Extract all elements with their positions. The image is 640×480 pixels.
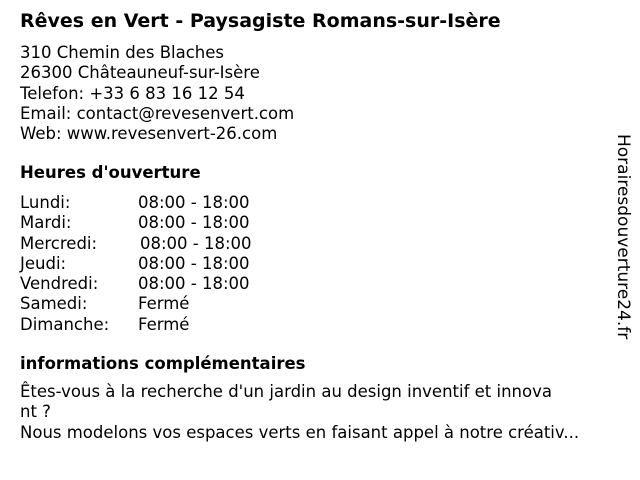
hours-row-vendredi bbox=[20, 274, 320, 294]
day-hours: 08:00 - 18:00 bbox=[140, 233, 252, 253]
hours-row-jeudi bbox=[20, 254, 320, 274]
contact-block bbox=[20, 43, 294, 144]
hours-row-dimanche bbox=[20, 315, 320, 335]
hours-heading: Heures d'ouverture bbox=[20, 163, 201, 182]
hours-table bbox=[20, 193, 320, 335]
hours-row-lundi bbox=[20, 193, 320, 213]
day-label: Jeudi: bbox=[20, 253, 67, 273]
info-line: nt ? bbox=[20, 402, 51, 422]
hours-row-mardi bbox=[20, 213, 320, 233]
day-hours: 08:00 - 18:00 bbox=[138, 193, 250, 212]
website-address: Web: www.revesenvert-26.com bbox=[20, 124, 278, 144]
site-watermark bbox=[611, 134, 635, 374]
info-line: Êtes-vous à la recherche d'un jardin au design inventif et innova bbox=[20, 382, 552, 401]
day-hours: 08:00 - 18:00 bbox=[138, 253, 250, 273]
info-description bbox=[20, 382, 579, 443]
day-hours: 08:00 - 18:00 bbox=[138, 274, 250, 294]
day-hours: 08:00 - 18:00 bbox=[138, 213, 250, 233]
email-address: Email: contact@revesenvert.com bbox=[20, 103, 295, 123]
hours-row-mercredi bbox=[20, 234, 320, 254]
day-label: Samedi: bbox=[20, 294, 88, 314]
info-line: Nous modelons vos espaces verts en faisant appel à notre créativ... bbox=[20, 422, 580, 442]
address-city: 26300 Châteauneuf-sur-Isère bbox=[20, 63, 260, 83]
day-label: Mercredi: bbox=[20, 233, 98, 253]
hours-row-samedi bbox=[20, 294, 320, 314]
day-label: Lundi: bbox=[20, 193, 71, 212]
phone-number: Telefon: +33 6 83 16 12 54 bbox=[20, 83, 245, 103]
day-label: Mardi: bbox=[20, 213, 72, 233]
day-label: Vendredi: bbox=[20, 274, 99, 294]
day-label: Dimanche: bbox=[20, 314, 110, 334]
address-street: 310 Chemin des Blaches bbox=[20, 43, 224, 62]
watermark-text: Horairesdouverture24.fr bbox=[613, 134, 633, 340]
info-heading: informations complémentaires bbox=[20, 354, 306, 373]
day-hours: Fermé bbox=[138, 294, 190, 314]
day-hours: Fermé bbox=[138, 314, 190, 334]
business-title: Rêves en Vert - Paysagiste Romans-sur-Isère bbox=[20, 10, 501, 32]
